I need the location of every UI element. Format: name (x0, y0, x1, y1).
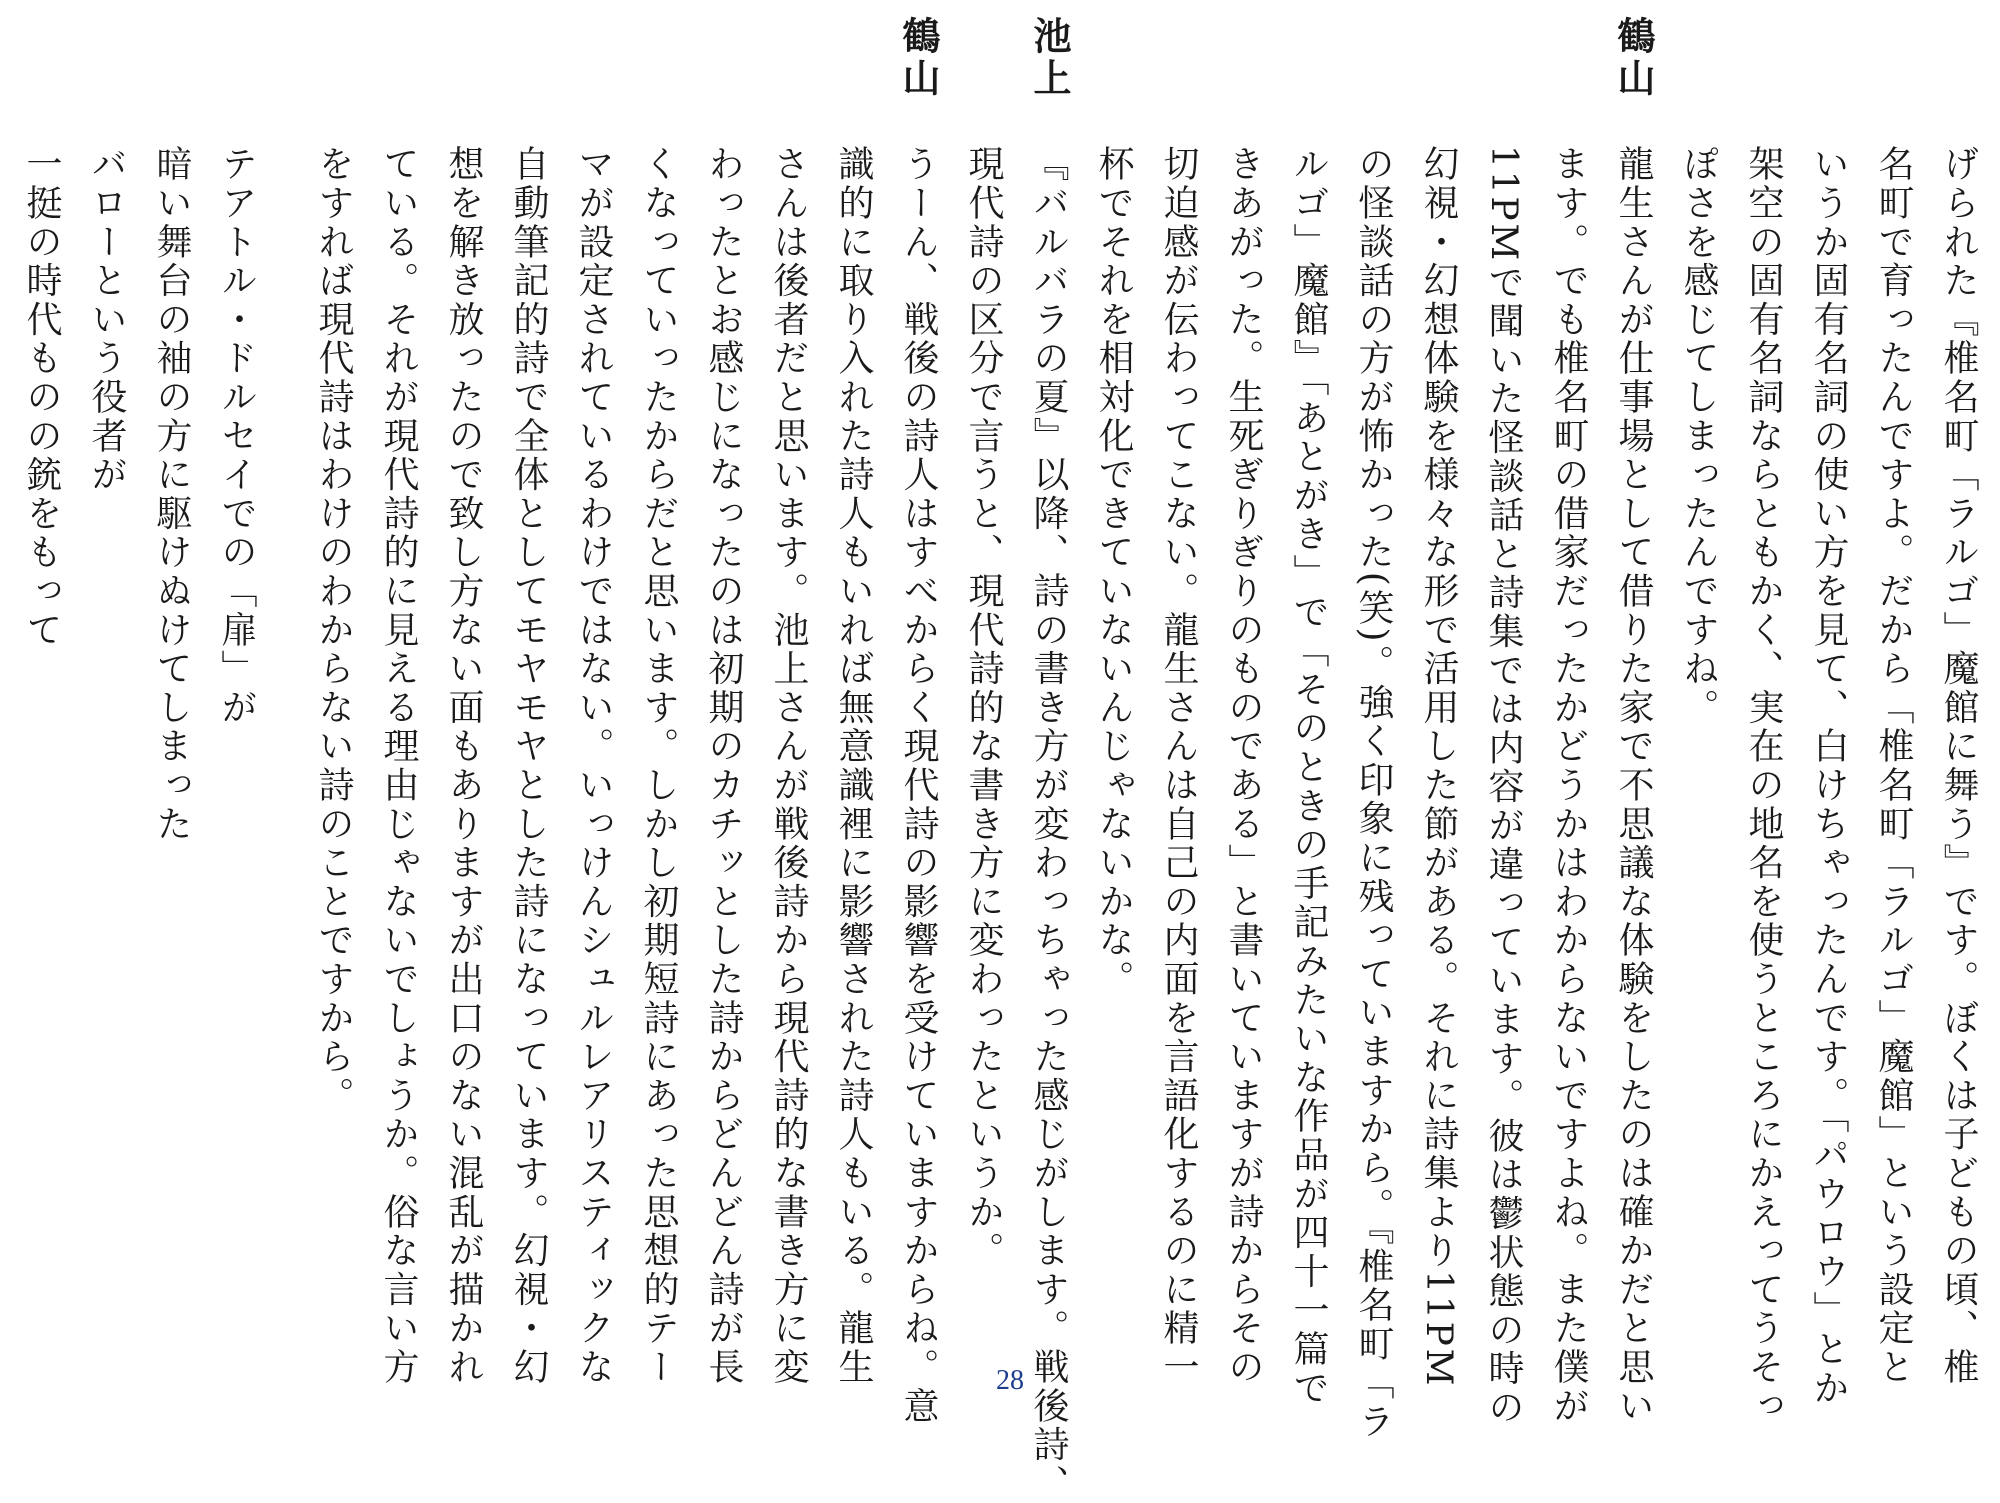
text-column: くなっていったからだと思います。しかし初期短詩にあった思想的テー (638, 145, 679, 1387)
speaker-name: 池上 (1027, 16, 1072, 100)
text-column: きあがった。生死ぎりぎりのものである」と書いていますが詩からその (1223, 145, 1264, 1387)
text-column: マが設定されているわけではない。いっけんシュルレアリスティックな (573, 145, 614, 1387)
page-number: 28 (996, 1365, 1024, 1396)
text-column: 名町で育ったんですよ。だから「椎名町「ラルゴ」魔館」という設定と (1873, 145, 1914, 1387)
text-column: 杯でそれを相対化できていないんじゃないかな。 (1093, 145, 1134, 999)
poem-line: テアトル・ドルセイでの「扉」が (216, 145, 257, 727)
text-column: 想を解き放ったので致し方ない面もありますが出口のない混乱が描かれ (443, 145, 484, 1387)
text-column: ぽさを感じてしまったんですね。 (1678, 145, 1719, 727)
text-column: わったとお感じになったのは初期のカチッとした詩からどんどん詩が長 (703, 145, 744, 1387)
text-column: 現代詩の区分で言うと、現代詩的な書き方に変わったというか。 (963, 145, 1004, 1271)
text-column: げられた『椎名町「ラルゴ」魔館に舞う』です。ぼくは子どもの頃、椎 (1938, 145, 1979, 1387)
text-column: 幻視・幻想体験を様々な形で活用した節がある。それに詩集より11PM (1418, 145, 1459, 1389)
text-column: 自動筆記的詩で全体としてモヤモヤとした詩になっています。幻視・幻 (508, 145, 549, 1387)
text-column: 架空の固有名詞ならともかく、実在の地名を使うところにかえってうそっ (1743, 145, 1784, 1426)
text-column: さんは後者だと思います。池上さんが戦後詩から現代詩的な書き方に変 (768, 145, 809, 1387)
text-column: の怪談話の方が怖かった(笑)。強く印象に残っていますから。『椎名町「ラ (1353, 145, 1394, 1442)
text-column: 識的に取り入れた詩人もいれば無意識裡に影響された詩人もいる。龍生 (833, 145, 874, 1387)
text-column: ている。それが現代詩的に見える理由じゃないでしょうか。俗な言い方 (378, 145, 419, 1387)
text-column: 龍生さんが仕事場として借りた家で不思議な体験をしたのは確かだと思い (1613, 145, 1654, 1426)
text-column: をすれば現代詩はわけのわからない詩のことですから。 (313, 145, 354, 1115)
text-column: 11PMで聞いた怪談話と詩集では内容が違っています。彼は鬱状態の時の (1483, 145, 1524, 1428)
poem-line: バローという役者が (86, 145, 127, 495)
text-column: うーん、戦後の詩人はすべからく現代詩の影響を受けていますからね。意 (898, 145, 939, 1426)
text-column: ます。でも椎名町の借家だったかどうかはわからないですよね。また僕が (1548, 145, 1589, 1426)
text-column: ルゴ」魔館』「あとがき」で「そのときの手記みたいな作品が四十一篇で (1288, 145, 1329, 1408)
speaker-name: 鶴山 (896, 16, 941, 100)
poem-line: 暗い舞台の袖の方に駆けぬけてしまった (151, 145, 192, 844)
speaker-name: 鶴山 (1611, 16, 1656, 100)
text-column: 『バルバラの夏』以降、詩の書き方が変わっちゃった感じがします。戦後詩、 (1028, 145, 1069, 1503)
text-column: いうか固有名詞の使い方を見て、白けちゃったんです。「パウロウ」とか (1808, 145, 1849, 1408)
text-column: 切迫感が伝わってこない。龍生さんは自己の内面を言語化するのに精一 (1158, 145, 1199, 1387)
poem-line: 一挺の時代ものの銃をもって (21, 145, 62, 650)
